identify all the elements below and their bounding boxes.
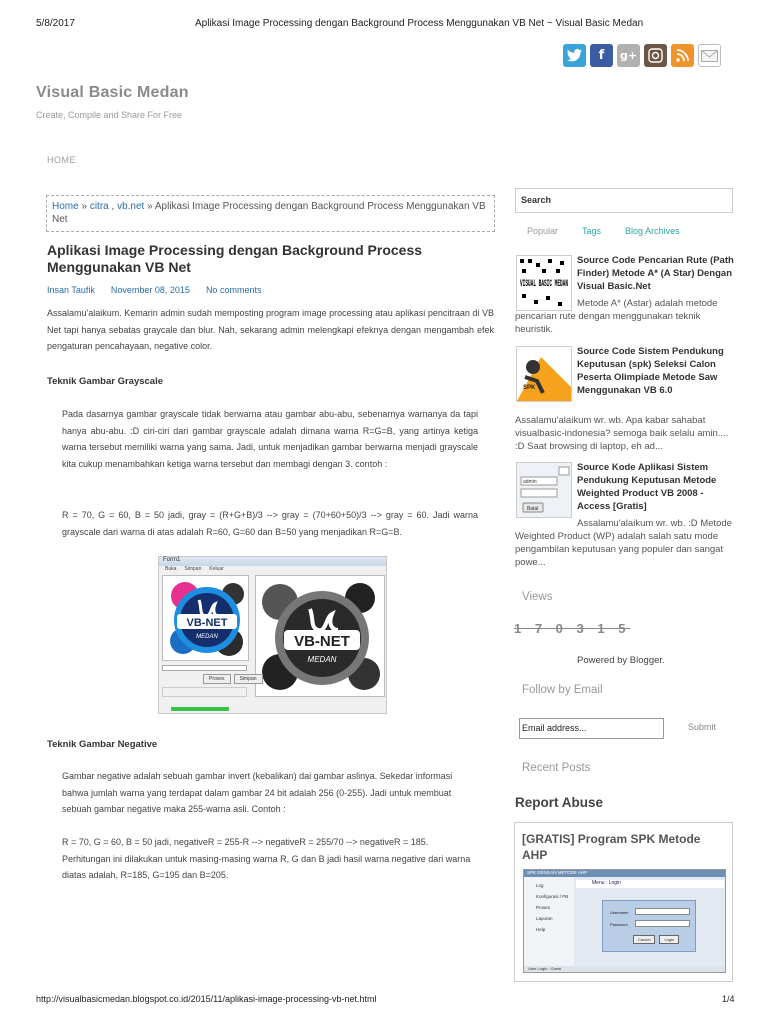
search-box[interactable]: Search <box>515 188 733 213</box>
breadcrumb-home[interactable]: Home <box>52 201 79 212</box>
breadcrumb-sep: » <box>78 201 90 212</box>
blog-title[interactable]: Visual Basic Medan <box>36 84 189 101</box>
thumb1-text: VISUAL BASIC MEDAN <box>520 279 568 290</box>
featured-side-item: Help <box>536 927 546 932</box>
follow-email-heading: Follow by Email <box>522 684 603 696</box>
grayscale-paragraph: Pada dasarnya gambar grayscale tidak berwarna atau gambar abu-abu, sebenarnya warnanya da tapi hanya abu-abu. :D ciri-ciri dari gambar grayscale adalah dimana warna R=G=B, yang artinya ketiga warna tersebut memiliki warna yang sama. Jadi, untuk menjadikan gambar berwarna menjadi grayscale kita cukup menambahkan ketiga warna tersebut dan membagi dengan 3. contoh : <box>62 409 478 469</box>
figure-menu-item: Buka <box>165 566 177 572</box>
figure-group-box <box>162 687 247 697</box>
figure-progress-bar <box>171 707 229 711</box>
views-heading: Views <box>522 591 553 603</box>
breadcrumb-cat-citra[interactable]: citra <box>89 201 109 212</box>
post-title[interactable]: Aplikasi Image Processing dengan Background Process Menggunakan VB Net <box>47 242 423 275</box>
email-input[interactable]: Email address... <box>519 718 664 739</box>
featured-username-label: Username <box>610 910 629 915</box>
featured-login-buttons <box>633 935 679 944</box>
popular-title-3[interactable]: Source Kode Aplikasi Sistem Pendukung Keputusan Metode Weighted Product VB 2008 - Access [Gratis] <box>577 462 717 512</box>
figure-input-image <box>162 575 249 661</box>
powered-by-blogger[interactable]: Powered by Blogger. <box>577 655 665 666</box>
google-plus-icon[interactable]: g+ <box>617 44 640 67</box>
figure-buttons <box>203 674 263 684</box>
figure-menu <box>159 566 386 573</box>
popular-snippet-2: Assalamu'alaikum wr. wb. Apa kabar sahabat visualbasic-indonesia? semoga baik selalu amin.... :D Saat browsing di laptop, eh ad... <box>515 415 729 452</box>
figure-menu-item: Simpan <box>184 566 202 572</box>
post-comments-link[interactable]: No comments <box>205 285 262 295</box>
featured-header: Menu : Login <box>576 880 724 888</box>
breadcrumb-comma: , <box>108 201 118 212</box>
featured-post-title[interactable]: [GRATIS] Program SPK Metode AHP <box>522 832 701 862</box>
print-url: http://visualbasicmedan.blogspot.co.id/2015/11/aplikasi-image-processing-vb-net.html <box>36 994 377 1004</box>
featured-username-field <box>635 908 690 915</box>
featured-status-bar: User Login : Guest <box>524 966 725 972</box>
featured-window-title: SPK DENGAN METODE AHP <box>524 870 725 877</box>
thumb3-button: Batal <box>527 506 539 512</box>
post-intro: Assalamu'alaikum. Kemarin admin sudah memposting program image processing atau aplikasi pencitraan di VB Net tapi hanya sebatas graycale dan blur. Nah, sekarang admin melengkapi efeknya dengan mengambah efek pengaturan pencahayaan, negative color. <box>47 308 494 351</box>
featured-cancel-button: Cancel <box>633 935 655 944</box>
post-meta <box>47 285 261 295</box>
popular-snippet-1: Metode A* (Astar) adalah metode pencarian rute dengan menggunakan teknik heuristik. <box>515 298 718 335</box>
instagram-icon[interactable] <box>644 44 667 67</box>
blog-description: Create, Compile and Share For Free <box>36 110 183 120</box>
rss-icon[interactable] <box>671 44 694 67</box>
figure-logo-text: VB-NET <box>186 617 228 629</box>
featured-password-field <box>635 920 690 927</box>
app-screenshot-figure <box>158 556 387 714</box>
figure-process-button: Proses <box>203 674 231 684</box>
figure-dropdown <box>162 665 247 671</box>
figure-output-logo-text: VB-NET <box>294 633 350 650</box>
popular-thumb-2[interactable] <box>516 346 572 402</box>
print-date: 5/8/2017 <box>36 18 75 29</box>
figure-save-button: Simpan <box>234 674 263 684</box>
figure-output-logo-sub: MEDAN <box>307 655 337 664</box>
featured-side-item: Laporan <box>536 916 553 921</box>
featured-side-item: Log <box>536 883 544 888</box>
popular-title-1[interactable]: Source Code Pencarian Rute (Path Finder) Metode A* (A Star) Dengan Visual Basic.Net <box>577 255 734 292</box>
grayscale-example: R = 70, G = 60, B = 50 jadi, gray = (R+G+B)/3 --> gray = (70+60+50)/3 --> gray = 60. Jadi warna grayscale dari warna di atas adalah R=60, G=60 dan B=50 yang menjadikan R=G=B. <box>62 510 478 537</box>
views-counter: 1 7 0 3 1 5 <box>514 621 631 636</box>
breadcrumb-cat-vbnet[interactable]: vb.net <box>117 201 145 212</box>
nav-home-link[interactable]: HOME <box>47 155 76 165</box>
sidebar-tabs <box>527 226 704 236</box>
post-author[interactable]: Insan Taufik <box>47 285 95 295</box>
popular-thumb-3[interactable] <box>516 462 572 518</box>
facebook-icon[interactable]: f <box>590 44 613 67</box>
breadcrumb <box>46 195 495 232</box>
post-date[interactable]: November 08, 2015 <box>110 285 190 295</box>
recent-posts-heading: Recent Posts <box>522 762 591 774</box>
figure-output-image <box>255 575 385 697</box>
heading-negative: Teknik Gambar Negative <box>47 739 158 750</box>
tab-popular[interactable]: Popular <box>527 226 559 236</box>
print-page-number: 1/4 <box>722 994 735 1004</box>
heading-grayscale: Teknik Gambar Grayscale <box>47 376 163 387</box>
tab-blog-archives[interactable]: Blog Archives <box>625 226 680 236</box>
report-abuse-heading[interactable]: Report Abuse <box>515 795 604 810</box>
social-icons <box>563 44 721 67</box>
negative-paragraph: Gambar negative adalah sebuah gambar invert (kebalikan) dai gambar aslinya. Sekedar informasi bahwa jumlah warna yang terdapat dalam gambar 24 bit adalah 256 (0-255). Jadi untuk membuat sebuah gambar negative maka 255-warna asli. Contoh : <box>62 771 453 814</box>
featured-password-label: Password <box>610 922 628 927</box>
featured-side-item: Proses <box>536 905 551 910</box>
figure-menu-item: Keluar <box>209 566 224 572</box>
featured-post-image[interactable] <box>523 869 726 973</box>
thumb3-field: admin <box>523 479 537 485</box>
featured-login-button: Login <box>659 935 679 944</box>
twitter-icon[interactable] <box>563 44 586 67</box>
popular-snippet-3: Assalamu'alaikum wr. wb. :D Metode Weighted Product (WP) adalah salah satu mode pengambilan keputusan yang populer dan sangat powe... <box>515 518 732 568</box>
figure-logo-sub: MEDAN <box>196 634 218 640</box>
print-doc-title: Aplikasi Image Processing dengan Background Process Menggunakan VB Net ~ Visual Basic Medan <box>195 18 644 29</box>
featured-side-menu <box>524 877 574 967</box>
popular-title-2[interactable]: Source Code Sistem Pendukung Keputusan (spk) Seleksi Calon Peserta Olimpiade Metode Saw Menggunakan VB 6.0 <box>577 346 724 396</box>
featured-post <box>514 822 733 982</box>
tab-tags[interactable]: Tags <box>582 226 602 236</box>
breadcrumb-current: » Aplikasi Image Processing dengan Background Process Menggunakan VB Net <box>52 201 486 225</box>
negative-example: R = 70, G = 60, B = 50 jadi, negativeR = 255-R --> negativeR = 255/70 --> negativeR = 185. Perhitungan ini dilakukan untuk masing-masing warna R, G dan B jadi hasil warna negative dari warna diatas adalah, R=185, G=195 dan B=205. <box>62 837 471 880</box>
thumb2-text: SPK <box>523 385 536 391</box>
figure-titlebar: Form1 <box>159 557 386 566</box>
mail-icon[interactable] <box>698 44 721 67</box>
featured-side-item: Konfigurasi / PB <box>536 894 569 899</box>
submit-button[interactable]: Submit <box>688 722 717 732</box>
featured-login-dialog <box>602 900 696 952</box>
